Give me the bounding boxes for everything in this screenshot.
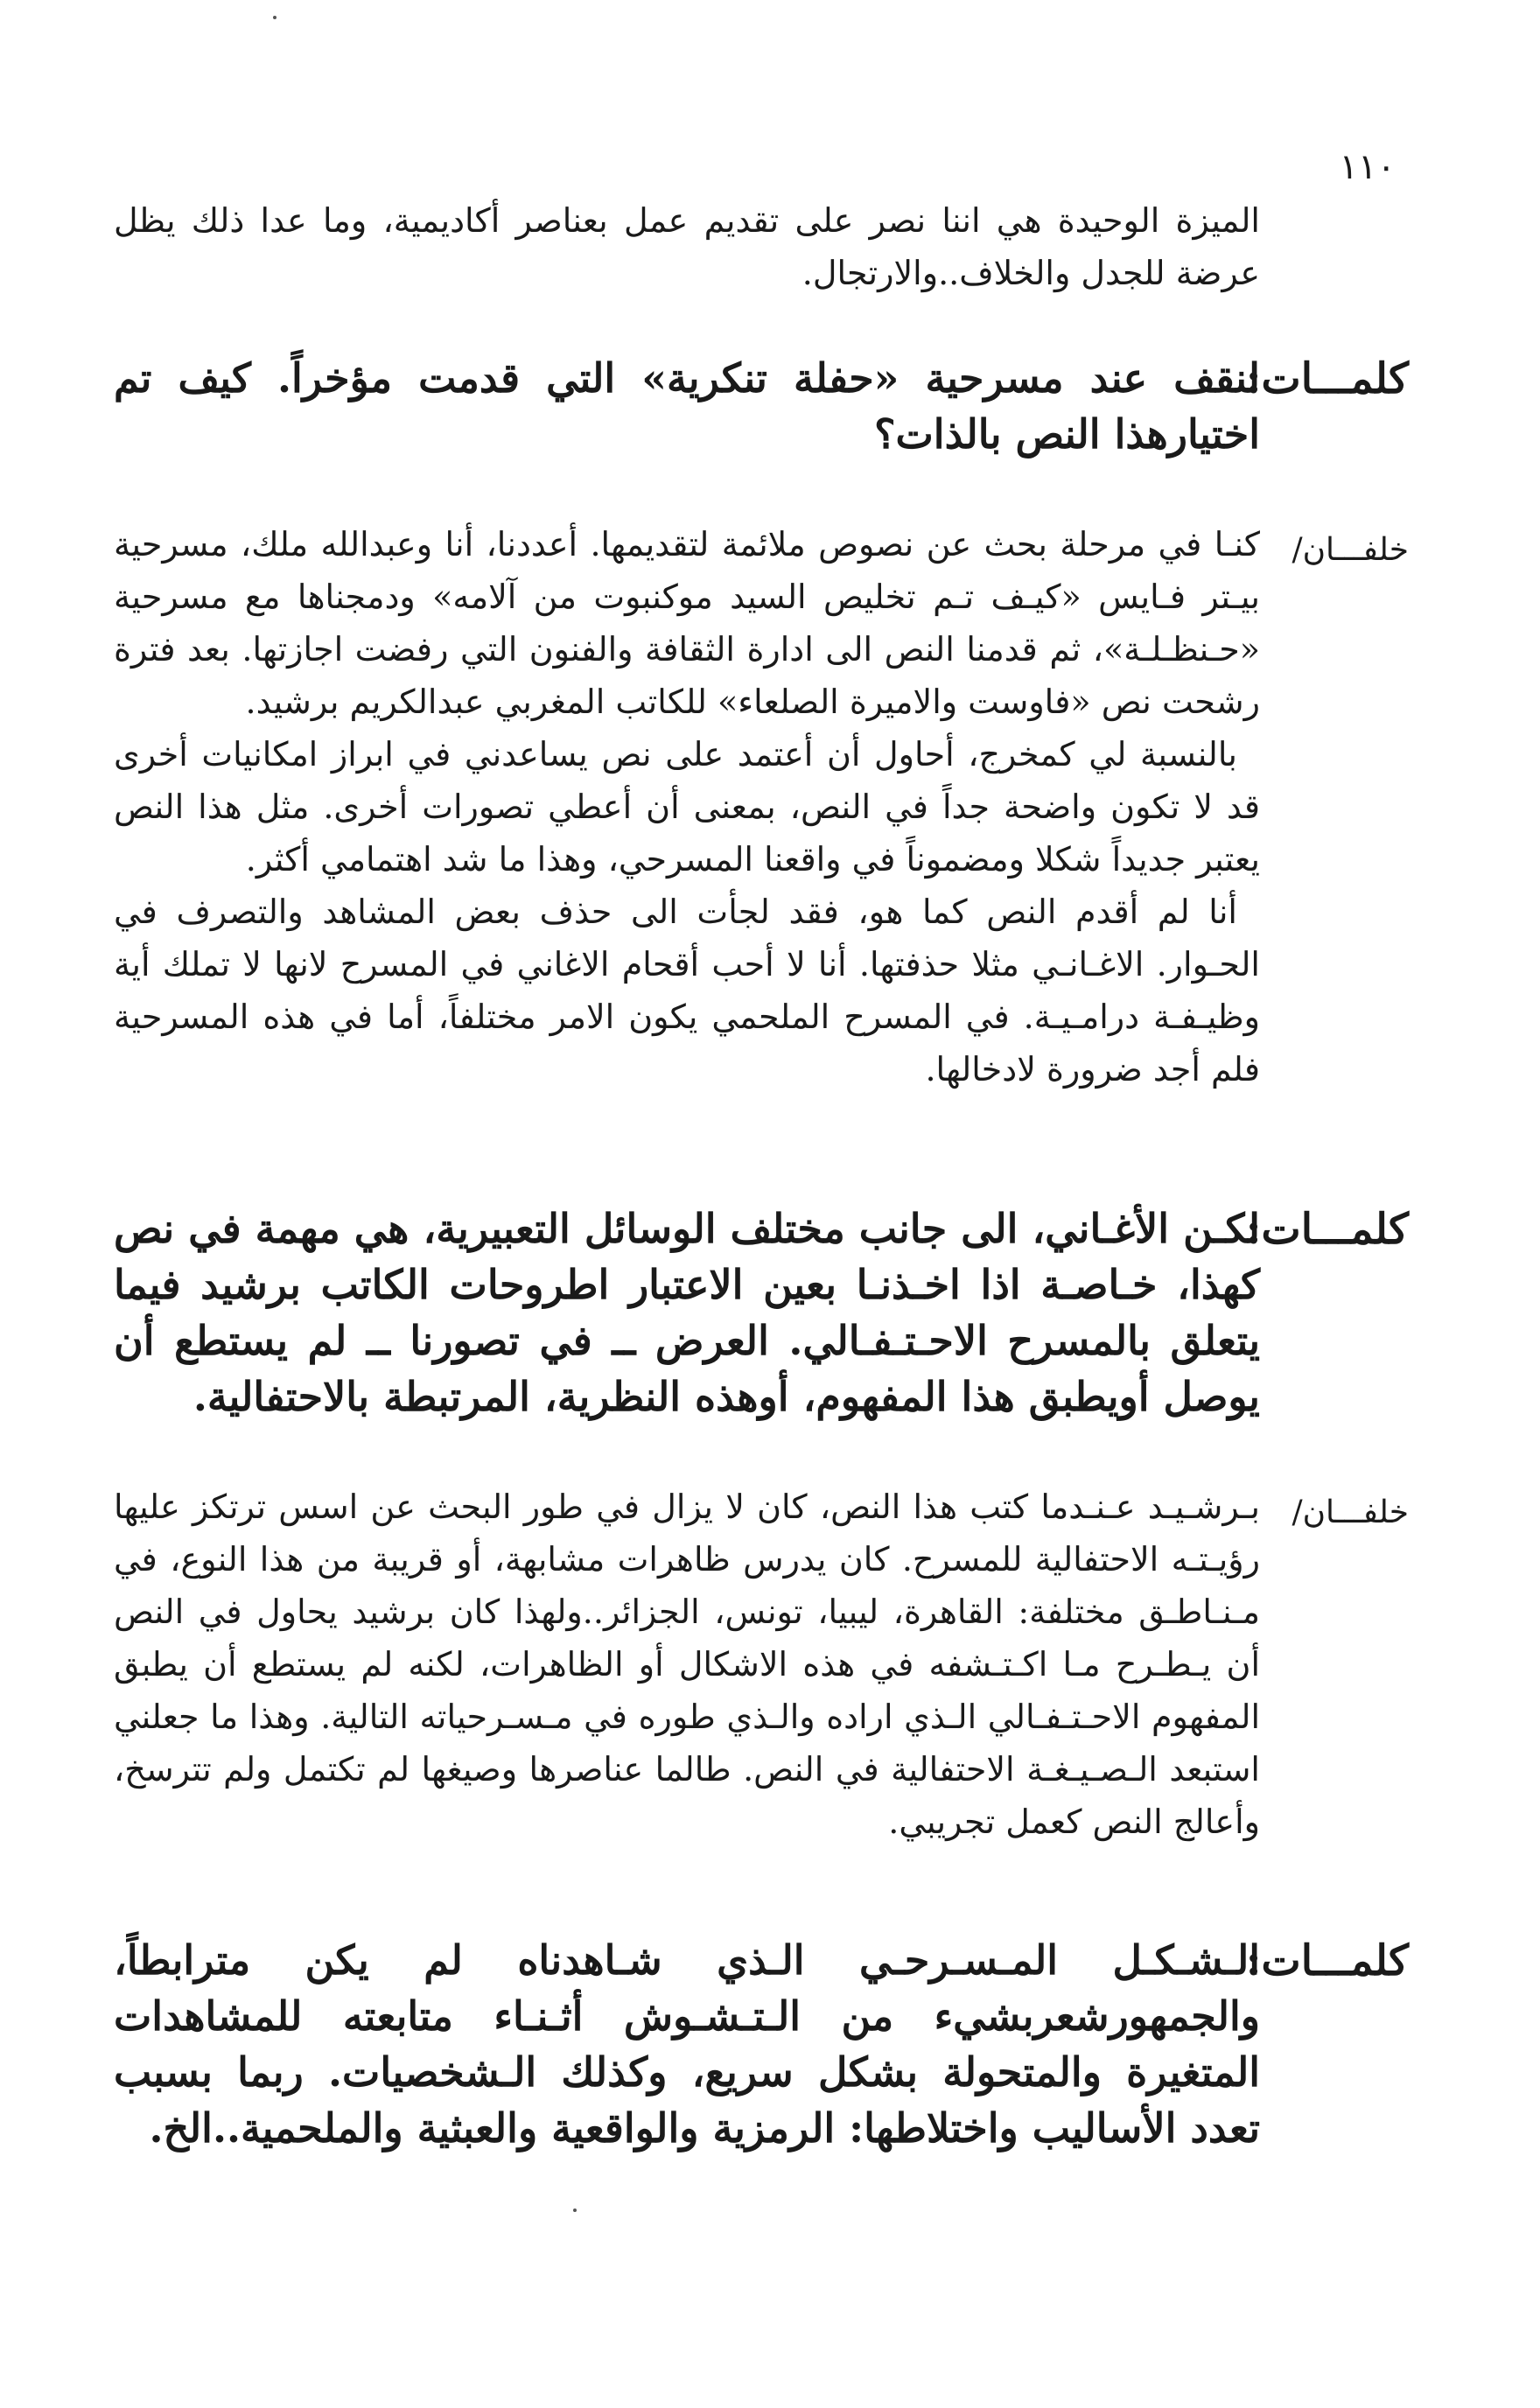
question-speaker: كلمـــات: [1245,354,1409,403]
answer-paragraph: كنـا في مرحلة بحث عن نصوص ملائمة لتقديمها. أعددنا، أنا وعبدالله ملك، مسرحية بيـتر فـايس «كيـف تـم تخليص السيد موكنبوت من آلامه» ودمجناها مع مسرحية «حـنظـلـة»، ثم قدمنا النص الى ادارة الثقافة والفنون التي رفضت اجازتها. بعد فترة رشحت نص «فاوست والاميرة الصلعاء» للكاتب المغربي عبدالكريم برشيد. [114,525,1260,721]
answer-text [114,518,1260,1096]
question-speaker: كلمـــات: [1245,1936,1409,1985]
question-text: الـشـكـل المـسـرحـي الـذي شـاهدناه لم يكن مترابطاً، والجمهورشعربشيء من الـتـشـوش أثـنـاء متابعته للمشاهدات المتغيرة والمتحولة بشكل سريع، وكذلك الـشخصيات. ربما بسبب تعدد الأساليب واختلاطها: الرمزية والواقعية والعبثية والملحمية..الخ. [114,1936,1260,2152]
answer-speaker: خلفـــان/ [1292,1494,1409,1530]
question-block-2 [114,1200,1409,1424]
answer-paragraph: بالنسبة لي كمخرج، أحاول أن أعتمد على نص يساعدني في ابراز امكانيات أخرى قد لا تكون واضحة جداً في النص، بمعنى أن أعطي تصورات أخرى. مثل هذا النص يعتبر جديداً شكلا ومضموناً في واقعنا المسرحي، وهذا ما شد اهتمامي أكثر. [114,735,1260,878]
answer-speaker: خلفـــان/ [1292,532,1409,568]
intro-paragraph: الميزة الوحيدة هي اننا نصر على تقديم عمل بعناصر أكاديمية، وما عدا ذلك يظل عرضة للجدل والخلاف..والارتجال. [114,201,1260,292]
question-text: لنقف عند مسرحية «حفلة تنكرية» التي قدمت مؤخراً. كيف تم اختيارهذا النص بالذات؟ [114,354,1260,458]
answer-paragraph: أنا لم أقدم النص كما هو، فقد لجأت الى حذف بعض المشاهد والتصرف في الحـوار. الاغـانـي مثلا حذفتها. أنا لا أحب أقحام الاغاني في المسرح لانها لا تملك أية وظيـفـة درامـيـة. في المسرح الملحمي يكون الامر مختلفاً، أما في هذه المسرحية فلم أجد ضرورة لادخالها. [114,892,1260,1088]
answer-block-1 [114,518,1409,1096]
answer-paragraph: بـرشـيـد عـنـدما كتب هذا النص، كان لا يزال في طور البحث عن اسس ترتكز عليها رؤيـتـه الاحتفالية للمسرح. كان يدرس ظاهرات مشابهة، أو قريبة من هذا النوع، في مـنـاطـق مختلفة: القاهرة، ليبيا، تونس، الجزائر..ولهذا كان برشيد يحاول في النص أن يـطـرح مـا اكـتـشفه في هذه الاشكال أو الظاهرات، لكنه لم يستطع أن يطبق المفهوم الاحـتـفـالي الـذي اراده والـذي طوره في مـسـرحياته التالية. وهذا ما جعلني استبعد الـصـيـغـة الاحتفالية في النص. طالما عناصرها وصيغها لم تكتمل ولم تترسخ، وأعالج النص كعمل تجريبي. [114,1488,1260,1841]
intro-paragraph-block [114,194,1409,299]
scan-speck [573,2208,577,2212]
question-text: لكـن الأغـاني، الى جانب مختلف الوسائل التعبيرية، هي مهمة في نص كهذا، خـاصـة اذا اخـذنـا بعين الاعتبار اطروحات الكاتب برشيد فيما يتعلق بالمسرح الاحـتـفـالي. العرض ــ في تصورنا ــ لم يستطع أن يوصل أويطبق هذا المفهوم، أوهذه النظرية، المرتبطة بالاحتفالية. [114,1205,1260,1420]
answer-block-2 [114,1480,1409,1848]
question-block-3 [114,1932,1409,2156]
scan-speck [273,16,276,19]
question-block-1 [114,350,1409,462]
answer-text [114,1480,1260,1848]
question-speaker: كلمـــات: [1245,1205,1409,1254]
page-number: ١١٠ [1339,147,1396,187]
